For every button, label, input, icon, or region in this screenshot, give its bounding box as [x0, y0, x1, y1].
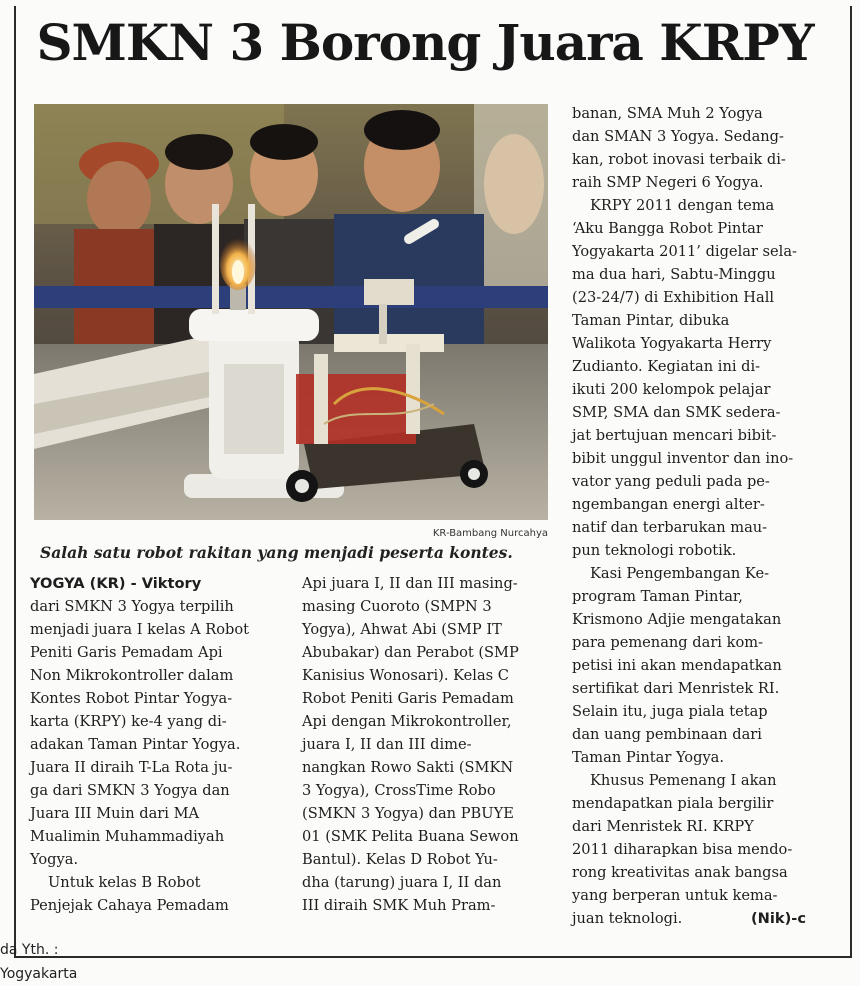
text-line: ‘Aku Bangga Robot Pintar: [572, 220, 763, 237]
text-line: ngembangan energi alter-: [572, 496, 765, 513]
text-line: YOGYA (KR) - Viktory: [30, 575, 202, 592]
text-line: (SMKN 3 Yogya) dan PBUYE: [302, 805, 514, 822]
text-line: Zudianto. Kegiatan ini di-: [572, 358, 761, 375]
text-line: 2011 diharapkan bisa mendo-: [572, 841, 793, 858]
article-column-1: [30, 572, 275, 917]
text-line: 3 Yogya), CrossTime Robo: [302, 782, 496, 799]
text-line: ma dua hari, Sabtu-Minggu: [572, 266, 776, 283]
text-line: SMP, SMA dan SMK sedera-: [572, 404, 781, 421]
text-line: juara I, II dan III dime-: [302, 736, 472, 753]
text-line: banan, SMA Muh 2 Yogya: [572, 105, 763, 122]
photo-caption: Salah satu robot rakitan yang menjadi peserta kontes.: [40, 543, 513, 562]
text-line: petisi ini akan mendapatkan: [572, 657, 782, 674]
text-line: natif dan terbarukan mau-: [572, 519, 768, 536]
text-line: Selain itu, juga piala tetap: [572, 703, 768, 720]
text-line: Non Mikrokontroller dalam: [30, 667, 234, 684]
text-line: jat bertujuan mencari bibit-: [572, 427, 777, 444]
article-column-3: [572, 102, 820, 930]
article-column-2: [302, 572, 547, 917]
text-line: ikuti 200 kelompok pelajar: [572, 381, 771, 398]
text-line: Penjejak Cahaya Pemadam: [30, 897, 229, 914]
text-line: Khusus Pemenang I akan: [590, 772, 777, 789]
text-line: karta (KRPY) ke-4 yang di-: [30, 713, 227, 730]
author-signoff: (Nik)-c: [751, 910, 806, 927]
text-line: Yogya), Ahwat Abi (SMP IT: [302, 621, 502, 638]
text-line: Abubakar) dan Perabot (SMP: [302, 644, 519, 661]
text-line: [572, 907, 820, 930]
text-line: menjadi juara I kelas A Robot: [30, 621, 250, 638]
text-line: dha (tarung) juara I, II dan: [302, 874, 502, 891]
headline: SMKN 3 Borong Juara KRPY: [36, 13, 814, 72]
text-line: masing Cuoroto (SMPN 3: [302, 598, 492, 615]
text-line: Yogyakarta 2011’ digelar sela-: [572, 243, 797, 260]
text-line: Taman Pintar Yogya.: [572, 749, 725, 766]
text-line: 01 (SMK Pelita Buana Sewon: [302, 828, 519, 845]
text-line: dari SMKN 3 Yogya terpilih: [30, 598, 234, 615]
text-line: kan, robot inovasi terbaik di-: [572, 151, 786, 168]
text-line: III diraih SMK Muh Pram-: [302, 897, 496, 914]
text-line: nangkan Rowo Sakti (SMKN: [302, 759, 514, 776]
text-line: Taman Pintar, dibuka: [572, 312, 730, 329]
text-line: raih SMP Negeri 6 Yogya.: [572, 174, 764, 191]
text-line: adakan Taman Pintar Yogya.: [30, 736, 241, 753]
text-line: dan uang pembinaan dari: [572, 726, 762, 743]
text-line: bibit unggul inventor dan ino-: [572, 450, 794, 467]
footer-line-2: Yogyakarta: [0, 966, 78, 982]
text-line: dan SMAN 3 Yogya. Sedang-: [572, 128, 784, 145]
text-line: Robot Peniti Garis Pemadam: [302, 690, 514, 707]
text-line: pun teknologi robotik.: [572, 542, 737, 559]
text-line: (23-24/7) di Exhibition Hall: [572, 289, 775, 306]
text-line: Kanisius Wonosari). Kelas C: [302, 667, 509, 684]
text-line: Api juara I, II dan III masing-: [302, 575, 518, 592]
footer-line-1: da Yth. :: [0, 942, 59, 958]
text-line: Walikota Yogyakarta Herry: [572, 335, 772, 352]
text-line: Kasi Pengembangan Ke-: [590, 565, 770, 582]
text-line: vator yang peduli pada pe-: [572, 473, 770, 490]
photo-credit: KR-Bambang Nurcahya: [432, 528, 548, 539]
text-line: sertifikat dari Menristek RI.: [572, 680, 780, 697]
text-line: Juara III Muin dari MA: [30, 805, 200, 822]
text-line: program Taman Pintar,: [572, 588, 743, 605]
text-line: Api dengan Mikrokontroller,: [302, 713, 512, 730]
text-line: dari Menristek RI. KRPY: [572, 818, 754, 835]
text-line: KRPY 2011 dengan tema: [590, 197, 775, 214]
text-line: Juara II diraih T-La Rota ju-: [30, 759, 233, 776]
text-line: para pemenang dari kom-: [572, 634, 764, 651]
text-line: Peniti Garis Pemadam Api: [30, 644, 223, 661]
text-line: mendapatkan piala bergilir: [572, 795, 774, 812]
text-line: Kontes Robot Pintar Yogya-: [30, 690, 233, 707]
closing-text: juan teknologi.: [572, 910, 683, 927]
text-line: Bantul). Kelas D Robot Yu-: [302, 851, 498, 868]
text-line: Krismono Adjie mengatakan: [572, 611, 782, 628]
text-line: Yogya.: [30, 851, 79, 868]
text-line: Untuk kelas B Robot: [48, 874, 201, 891]
text-line: Mualimin Muhammadiyah: [30, 828, 225, 845]
text-line: ga dari SMKN 3 Yogya dan: [30, 782, 230, 799]
text-line: rong kreativitas anak bangsa: [572, 864, 788, 881]
text-line: yang berperan untuk kema-: [572, 887, 778, 904]
robot-photo: [34, 104, 548, 520]
